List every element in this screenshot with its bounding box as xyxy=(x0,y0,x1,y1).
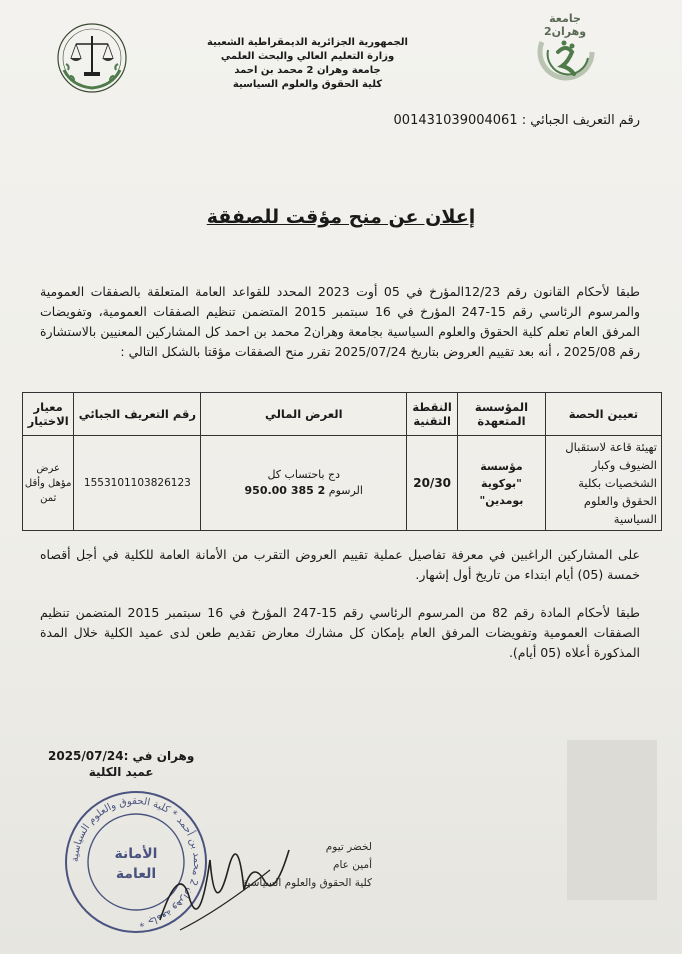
signer-faculty: كلية الحقوق والعلوم السياسية xyxy=(241,877,372,889)
tax-id-line xyxy=(394,113,640,128)
stamp-center-line-2: العامة xyxy=(115,866,157,882)
faculty-logo xyxy=(52,20,132,96)
cell-technical-score: 20/30 xyxy=(407,436,458,531)
financial-suffix: الرسوم xyxy=(328,484,363,497)
stamp-ring-text: جامعة وهران 2 محمد بن أحمد * كلية الحقوق والعلوم السياسية * xyxy=(69,795,203,928)
header-tax-id: رقم التعريف الجبائي xyxy=(74,393,201,436)
university-logo xyxy=(528,12,602,90)
table-header-row xyxy=(23,393,662,436)
dean-title: عميد الكلية xyxy=(88,765,154,779)
header-institution: المؤسسة المتعهدة xyxy=(458,393,546,436)
financial-note: دج باحتساب كل xyxy=(267,468,341,481)
university-name: جامعة وهران 2 محمد بن احمد xyxy=(234,65,381,76)
evaluation-details-paragraph: على المشاركين الراغبين في معرفة تفاصيل عملية تقييم العروض التقرب من الأمانة العامة للكلية في أجل أقصاه خمسة (05) أيام ابتداء من تاريخ أول إشهار. xyxy=(40,547,640,582)
tax-id-number: 001431039004061 xyxy=(393,113,518,128)
header-financial-offer: العرض المالي xyxy=(201,393,407,436)
institution-line-1: مؤسسة xyxy=(480,459,523,473)
signature-block xyxy=(222,838,372,892)
institution-line-2: "بوكوية بومدين" xyxy=(479,476,524,507)
award-table xyxy=(22,392,662,531)
header-lot: تعيين الحصة xyxy=(545,393,661,436)
letterhead xyxy=(200,36,415,92)
legal-preamble-paragraph: طبقا لأحكام القانون رقم 12/23المؤرخ في 05 أوت 2023 المحدد للقواعد العامة المتعلقة بالصفقات العمومية والمرسوم الرئاسي رقم 15-247 المؤرخ في 16 سبتمبر 2015 المتضمن تنظيم الصفقات العمومية، وتفويضات المرفق العام تعلم كلية الحقوق والعلوم السياسية بجامعة وهران2 محمد بن احمد كل المشاركين المعنيين بالاستشارة رقم 2025/08 ، أنه بعد تقييم العروض بتاريخ 2025/07/24 تقرر منح الصفقات مؤقتا بالشكل التالي : xyxy=(40,284,640,359)
announcement-title: إعلان عن منح مؤقت للصفقة xyxy=(206,206,476,228)
table-row xyxy=(23,436,662,531)
ministry-name: وزارة التعليم العالي والبحث العلمي xyxy=(220,51,395,62)
redacted-area xyxy=(567,740,657,900)
cell-financial-offer xyxy=(201,436,407,531)
place-date: وهران في :2025/07/24 xyxy=(48,749,195,763)
signer-role: أمين عام xyxy=(332,859,372,871)
header-selection-criterion: معيار الاختيار xyxy=(23,393,74,436)
header-technical-score: النقطة التقنية xyxy=(407,393,458,436)
tax-id-label: رقم التعريف الجبائي : xyxy=(521,113,640,128)
cell-institution xyxy=(458,436,546,531)
stamp-center-line-1: الأمانة xyxy=(114,846,158,862)
appeal-paragraph: طبقا لأحكام المادة رقم 82 من المرسوم الرئاسي رقم 15-247 المؤرخ في 16 سبتمبر 2015 المتضمن تنظيم الصفقات العمومية وتفويضات المرفق العام بإمكان كل مشارك معارض تقديم طعن لدى عميد الكلية خلال المدة المذكورة أعلاه (05 أيام). xyxy=(40,605,640,660)
financial-amount: 2 385 950.00 xyxy=(244,484,326,497)
cell-tax-id: 1553101103826123 xyxy=(74,436,201,531)
cell-lot: تهيئة قاعة لاستقبال الضيوف وكبار الشخصيات بكلية الحقوق والعلوم السياسية xyxy=(545,436,661,531)
university-emblem-icon xyxy=(528,12,602,90)
university-logo-name: جامعة وهران2 xyxy=(543,12,587,38)
republic-name: الجمهورية الجزائرية الديمقراطية الشعبية xyxy=(207,37,408,48)
cell-selection-criterion: عرض مؤهل وأقل ثمن xyxy=(23,436,74,531)
scales-of-justice-icon xyxy=(52,20,132,96)
signer-name: لخضر تيوم xyxy=(325,841,372,853)
date-block xyxy=(48,749,194,779)
faculty-name: كلية الحقوق والعلوم السياسية xyxy=(232,79,383,90)
